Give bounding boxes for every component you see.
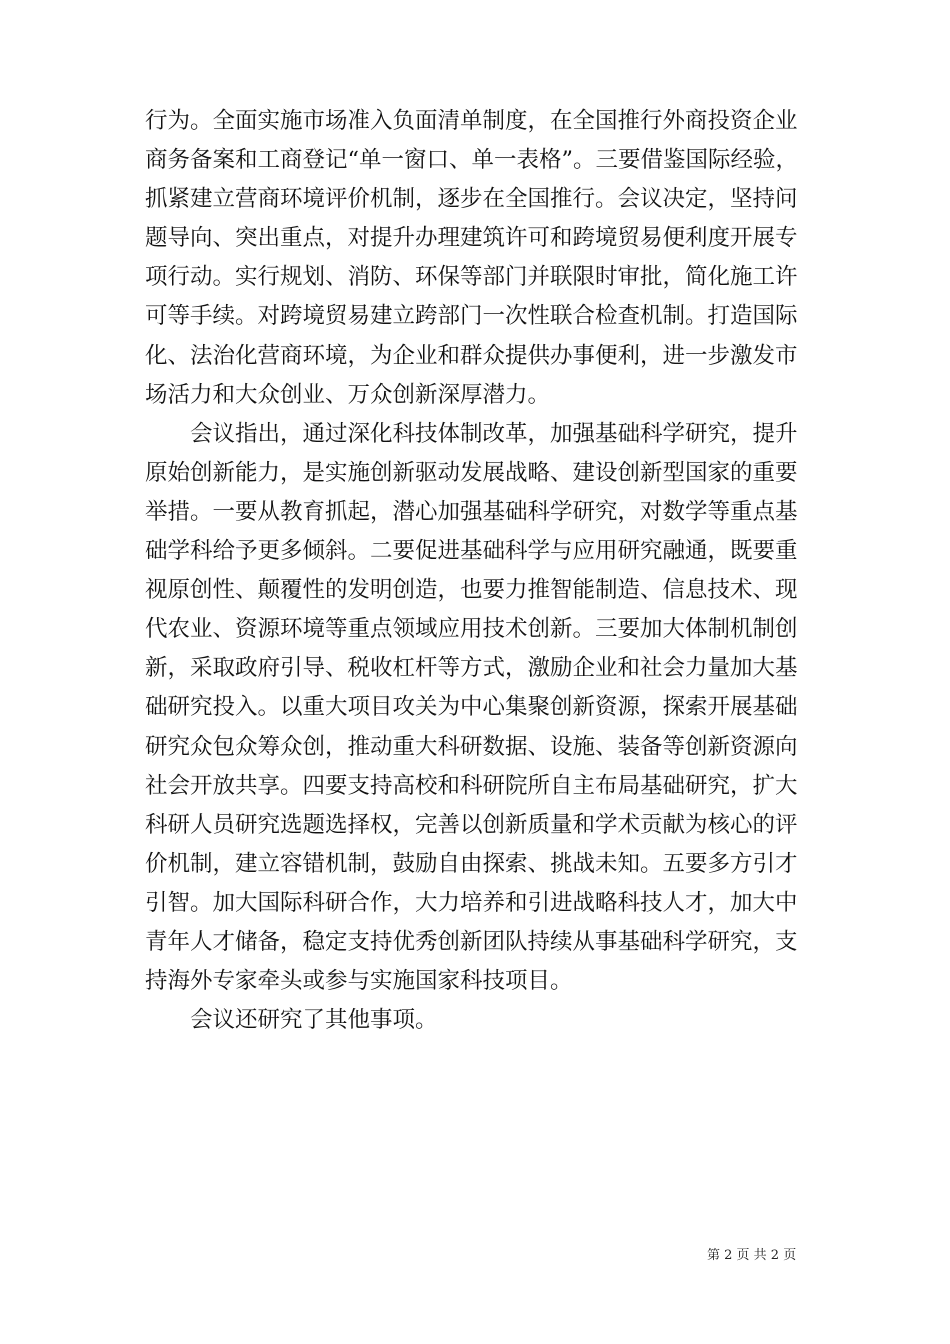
text-line: 础研究投入。以重大项目攻关为中心集聚创新资源，探索开展基础 xyxy=(145,694,798,721)
paragraph xyxy=(145,415,810,1001)
text-line: 化、法治化营商环境，为企业和群众提供办事便利，进一步激发市 xyxy=(145,342,798,369)
text-line: 价机制，建立容错机制，鼓励自由探索、挑战未知。五要多方引才 xyxy=(145,850,798,877)
text-line: 持海外专家牵头或参与实施国家科技项目。 xyxy=(145,968,573,995)
text-line: 社会开放共享。四要支持高校和科研院所自主布局基础研究，扩大 xyxy=(145,772,798,799)
text-line: 会议还研究了其他事项。 xyxy=(190,1007,438,1034)
text-line: 研究众包众筹众创，推动重大科研数据、设施、装备等创新资源向 xyxy=(145,733,798,760)
text-line: 引智。加大国际科研合作，大力培养和引进战略科技人才，加大中 xyxy=(145,889,798,916)
text-line: 行为。全面实施市场准入负面清单制度，在全国推行外商投资企业 xyxy=(145,108,798,134)
text-line: 商务备案和工商登记“单一窗口、单一表格”。三要借鉴国际经验， xyxy=(145,147,799,174)
text-line: 视原创性、颠覆性的发明创造，也要力推智能制造、信息技术、现 xyxy=(145,577,798,604)
text-line: 项行动。实行规划、消防、环保等部门并联限时审批，简化施工许 xyxy=(145,264,798,291)
text-line: 场活力和大众创业、万众创新深厚潜力。 xyxy=(145,381,551,408)
text-line: 题导向、突出重点，对提升办理建筑许可和跨境贸易便利度开展专 xyxy=(145,225,798,252)
text-line: 代农业、资源环境等重点领域应用技术创新。三要加大体制机制创 xyxy=(145,616,798,643)
text-line: 举措。一要从教育抓起，潜心加强基础科学研究，对数学等重点基 xyxy=(145,498,798,525)
paragraph xyxy=(145,1001,810,1040)
text-line: 科研人员研究选题选择权，完善以创新质量和学术贡献为核心的评 xyxy=(145,811,798,838)
document-body xyxy=(145,102,810,1040)
page-number-footer: 第 2 页 共 2 页 xyxy=(707,1248,797,1263)
paragraph xyxy=(145,102,810,415)
text-line: 可等手续。对跨境贸易建立跨部门一次性联合检查机制。打造国际 xyxy=(145,303,798,330)
text-line: 抓紧建立营商环境评价机制，逐步在全国推行。会议决定，坚持问 xyxy=(145,186,798,213)
text-line: 原始创新能力，是实施创新驱动发展战略、建设创新型国家的重要 xyxy=(145,459,798,486)
text-line: 青年人才储备，稳定支持优秀创新团队持续从事基础科学研究，支 xyxy=(145,928,798,955)
text-line: 础学科给予更多倾斜。二要促进基础科学与应用研究融通，既要重 xyxy=(145,538,798,565)
text-line: 会议指出，通过深化科技体制改革，加强基础科学研究，提升 xyxy=(190,420,798,447)
text-line: 新，采取政府引导、税收杠杆等方式，激励企业和社会力量加大基 xyxy=(145,655,798,682)
